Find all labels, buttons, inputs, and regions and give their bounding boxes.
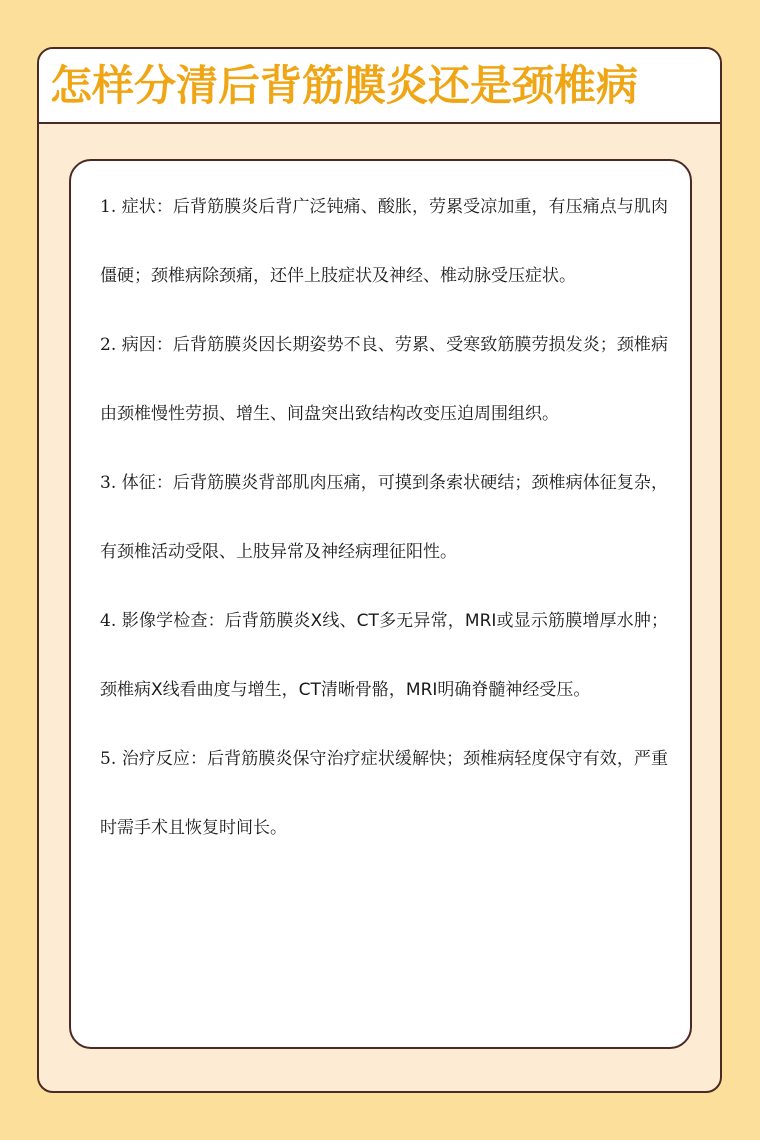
item-list bbox=[100, 173, 668, 863]
item-text: 影像学检查：后背筋膜炎X线、CT多无异常，MRI或显示筋膜增厚水肿；颈椎病X线看曲度与增生，CT清晰骨骼，MRI明确脊髓神经受压。 bbox=[100, 611, 668, 700]
item-text: 病因：后背筋膜炎因长期姿势不良、劳累、受寒致筋膜劳损发炎；颈椎病由颈椎慢性劳损、增生、间盘突出致结构改变压迫周围组织。 bbox=[100, 335, 669, 424]
list-item bbox=[100, 449, 668, 587]
item-text: 治疗反应：后背筋膜炎保守治疗症状缓解快；颈椎病轻度保守有效，严重时需手术且恢复时间长。 bbox=[100, 749, 669, 838]
item-text: 体征：后背筋膜炎背部肌肉压痛，可摸到条索状硬结；颈椎病体征复杂，有颈椎活动受限、上肢异常及神经病理征阳性。 bbox=[100, 473, 669, 562]
item-number: 1. bbox=[100, 197, 122, 217]
item-number: 2. bbox=[100, 335, 122, 355]
list-item bbox=[100, 587, 668, 725]
content-card bbox=[69, 159, 692, 1049]
item-number: 5. bbox=[100, 749, 122, 769]
item-number: 3. bbox=[100, 473, 122, 493]
title-bar bbox=[39, 49, 720, 124]
page-title: 怎样分清后背筋膜炎还是颈椎病 bbox=[50, 61, 639, 110]
list-item bbox=[100, 725, 668, 863]
list-item bbox=[100, 173, 668, 311]
outer-card bbox=[37, 47, 722, 1093]
list-item bbox=[100, 311, 668, 449]
item-number: 4. bbox=[100, 611, 122, 631]
item-text: 症状：后背筋膜炎后背广泛钝痛、酸胀，劳累受凉加重，有压痛点与肌肉僵硬；颈椎病除颈痛，还伴上肢症状及神经、椎动脉受压症状。 bbox=[100, 197, 669, 286]
